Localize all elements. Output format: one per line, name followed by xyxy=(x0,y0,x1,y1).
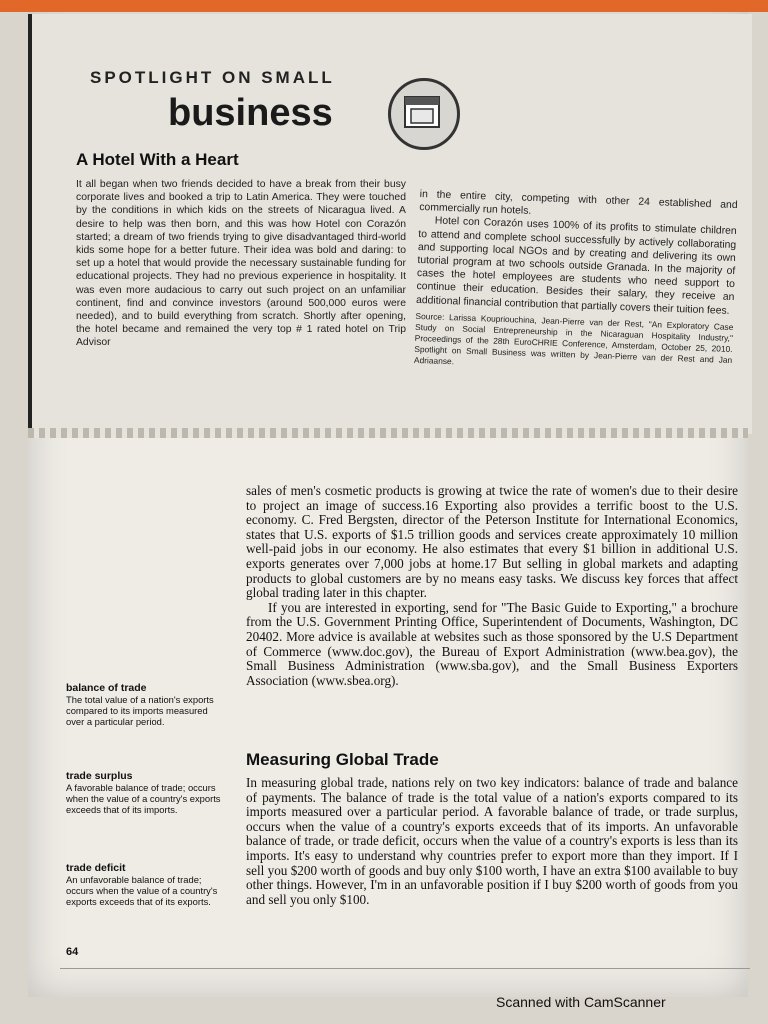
term-definition: The total value of a nation's exports compared to its imports measured over a particular period. xyxy=(66,694,214,728)
spotlight-source: Source: Larissa Koupriouchina, Jean-Pierre van der Rest, "An Exploratory Case Study on Social Entrepreneurship in the Nicaraguan Hospitality Industry," Proceedings of the 28th EuroCHRIE Conference, Amsterdam, October 25, 2010. Spotlight on Small Business was written by Jean-Pierre van der Rest and Jan Adriaanse. xyxy=(413,310,734,367)
spotlight-title: A Hotel With a Heart xyxy=(76,150,239,169)
footer-line xyxy=(60,968,750,969)
margin-term-trade-surplus xyxy=(66,770,226,816)
body-text xyxy=(246,484,738,688)
margin-term-trade-deficit xyxy=(66,862,226,908)
term-title: trade deficit xyxy=(66,862,126,874)
spotlight-left-column xyxy=(76,178,406,350)
body-para-3: In measuring global trade, nations rely on two key indicators: balance of trade and balance of payments. The balance of trade is the total value of a nation's exports compared to its imports measured over a particular period. A favorable balance of trade, or trade surplus, occurs when the value of a country's exports exceeds that of its imports. An unfavorable balance of trade, or trade deficit, occurs when the value of a country's exports is less than its imports. It's easy to understand why countries prefer to export more than they import. If I sell you $200 worth of goods and buy only $100 worth, I have an extra $100 available to buy other things. However, I'm in an unfavorable position if I buy $200 worth of goods from you and sell you only $100. xyxy=(246,775,738,907)
section-heading: Measuring Global Trade xyxy=(246,750,439,769)
storefront-icon xyxy=(388,78,460,150)
spotlight-right-text-1: in the entire city, competing with other 24 established and commercially run hotels. xyxy=(419,188,738,218)
margin-term-balance-of-trade xyxy=(66,682,226,728)
term-definition: An unfavorable balance of trade; occurs when the value of a country's exports exceeds that of its exports. xyxy=(66,874,218,908)
spotlight-business-label: business xyxy=(168,92,333,134)
page-number: 64 xyxy=(66,946,79,958)
spotlight-label: SPOTLIGHT ON SMALL xyxy=(90,68,335,87)
body-text-2 xyxy=(246,776,738,907)
term-definition: A favorable balance of trade; occurs when the value of a country's exports exceeds that of its imports. xyxy=(66,782,221,816)
body-para-1: sales of men's cosmetic products is growing at twice the rate of women's due to their desire to project an image of success.16 Exporting also provides a terrific boost to the U.S. economy. C. Fred Bergsten, director of the Peterson Institute for International Economics, states that U.S. exports of $1.5 trillion goods and services create approximately 10 million well-paid jobs in our economy. He also estimates that every $1 billion in additional U.S. exports generates over 7,000 jobs at home.17 But selling in global markets and adapting products to global customers are by no means easy tasks. We discuss key forces that affect global trading later in this chapter. xyxy=(246,483,738,601)
spotlight-right-text-2: Hotel con Corazón uses 100% of its profits to stimulate children to attend and complete school successfully by actively collaborating and supporting local NGOs and by creating and delivering its own tutorial program at two schools outside Granada. In the majority of cases the hotel employees are students who need support to continue their education. Besides their salary, they receive an additional financial contribution that partially covers their tuition fees. xyxy=(415,215,737,317)
torn-divider xyxy=(28,428,748,438)
orange-edge xyxy=(0,0,768,12)
spotlight-left-text: It all began when two friends decided to have a break from their busy corporate lives and booked a trip to Latin America. They were touched by the conditions in which kids on the streets of Nicaragua lived. A desire to help was then born, and this was how Hotel con Corazón started; a dream of two friends trying to give disadvantaged third-world kids some hope for a better future. Their idea was bold and daring: to set up a hotel that would provide the necessary sustainable funding for educational projects. They had no previous experience in hospitality. It was even more audacious to carry out such project on an unfamiliar continent, find and convince investors (around 500,000 euros were needed), and to build everything from scratch. Shortly after opening, the hotel became and remained the very top # 1 rated hotel on Trip Advisor xyxy=(76,179,406,349)
body-para-2: If you are interested in exporting, send for "The Basic Guide to Exporting," a brochure from the U.S. Government Printing Office, Superintendent of Documents, Washington, DC 20402. More advice is available at websites such as those sponsored by the U.S Department of Commerce (www.doc.gov), the Bureau of Export Administration (www.bea.gov), the Small Business Administration (www.sba.gov), and the Small Business Exporters Association (www.sbea.org). xyxy=(246,599,738,688)
camscanner-watermark: Scanned with CamScanner xyxy=(496,994,666,1010)
term-title: balance of trade xyxy=(66,682,147,694)
term-title: trade surplus xyxy=(66,770,133,782)
spotlight-right-column xyxy=(414,188,738,377)
